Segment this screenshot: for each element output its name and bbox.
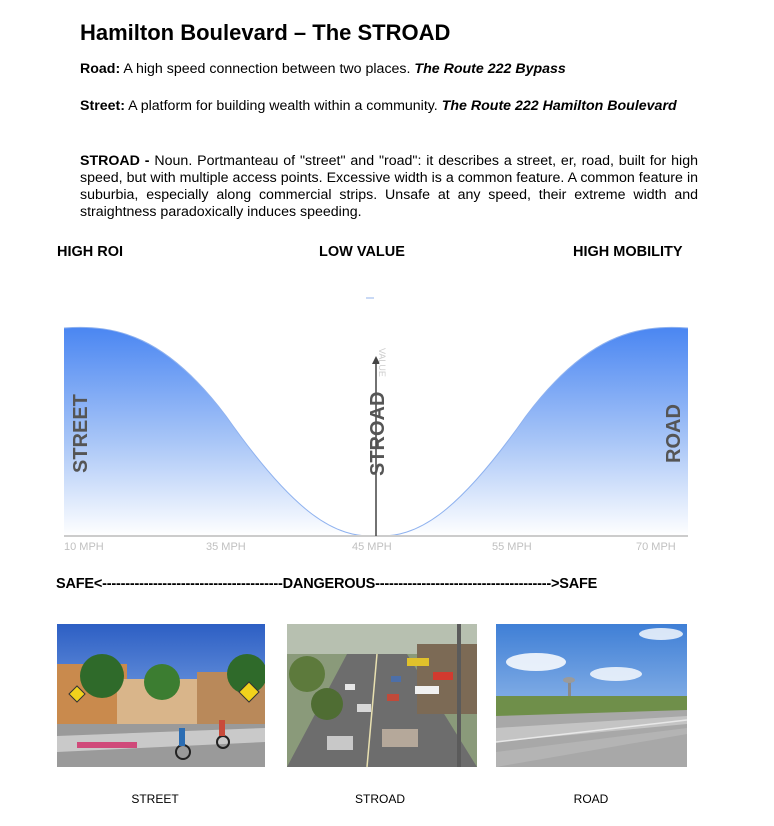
road-photo (496, 624, 687, 767)
term-street: Street: (80, 98, 125, 114)
street-photo (57, 624, 265, 767)
definition-street-text: A platform for building wealth within a community. (124, 98, 442, 114)
definition-stroad (80, 153, 698, 221)
label-road: ROAD (663, 404, 685, 463)
term-road: Road: (80, 61, 121, 77)
label-stroad: STROAD (367, 391, 389, 476)
definition-road (80, 61, 698, 78)
stroad-photo (287, 624, 477, 767)
safety-scale: SAFE<---------------------------------------DANGEROUS-------------------------------------->SAFE (56, 576, 598, 592)
speed-tick-10: 10 MPH (64, 541, 104, 553)
caption-road: ROAD (573, 792, 609, 806)
label-street: STREET (70, 394, 92, 473)
definition-street (80, 98, 698, 115)
caption-street: STREET (131, 792, 179, 806)
speed-tick-45: 45 MPH (352, 541, 392, 553)
speed-tick-55: 55 MPH (492, 541, 532, 553)
definition-road-text: A high speed connection between two places. (120, 61, 415, 77)
example-street: The Route 222 Hamilton Boulevard (441, 98, 677, 114)
heading-high-mobility: HIGH MOBILITY (573, 244, 683, 260)
example-road: The Route 222 Bypass (414, 61, 566, 77)
caption-stroad: STROAD (354, 792, 405, 806)
value-axis-label: VALUE (377, 348, 387, 377)
definition-stroad-text: Noun. Portmanteau of "street" and "road": it describes a street, er, road, built for high speed, but with multiple access points. Excessive width is a common feature. A common feature in suburbia, especially along commercial strips. Unsafe at any speed, their extreme width and straightness paradoxically induces speeding. (80, 153, 698, 220)
heading-low-value: LOW VALUE (319, 244, 405, 260)
term-stroad: STROAD - (80, 153, 150, 169)
speed-tick-35: 35 MPH (206, 541, 246, 553)
top-tick-mark (366, 297, 374, 299)
speed-tick-70: 70 MPH (636, 541, 676, 553)
stroad-diagram (56, 286, 698, 556)
page-title: Hamilton Boulevard – The STROAD (80, 20, 451, 45)
heading-high-roi: HIGH ROI (57, 244, 124, 260)
